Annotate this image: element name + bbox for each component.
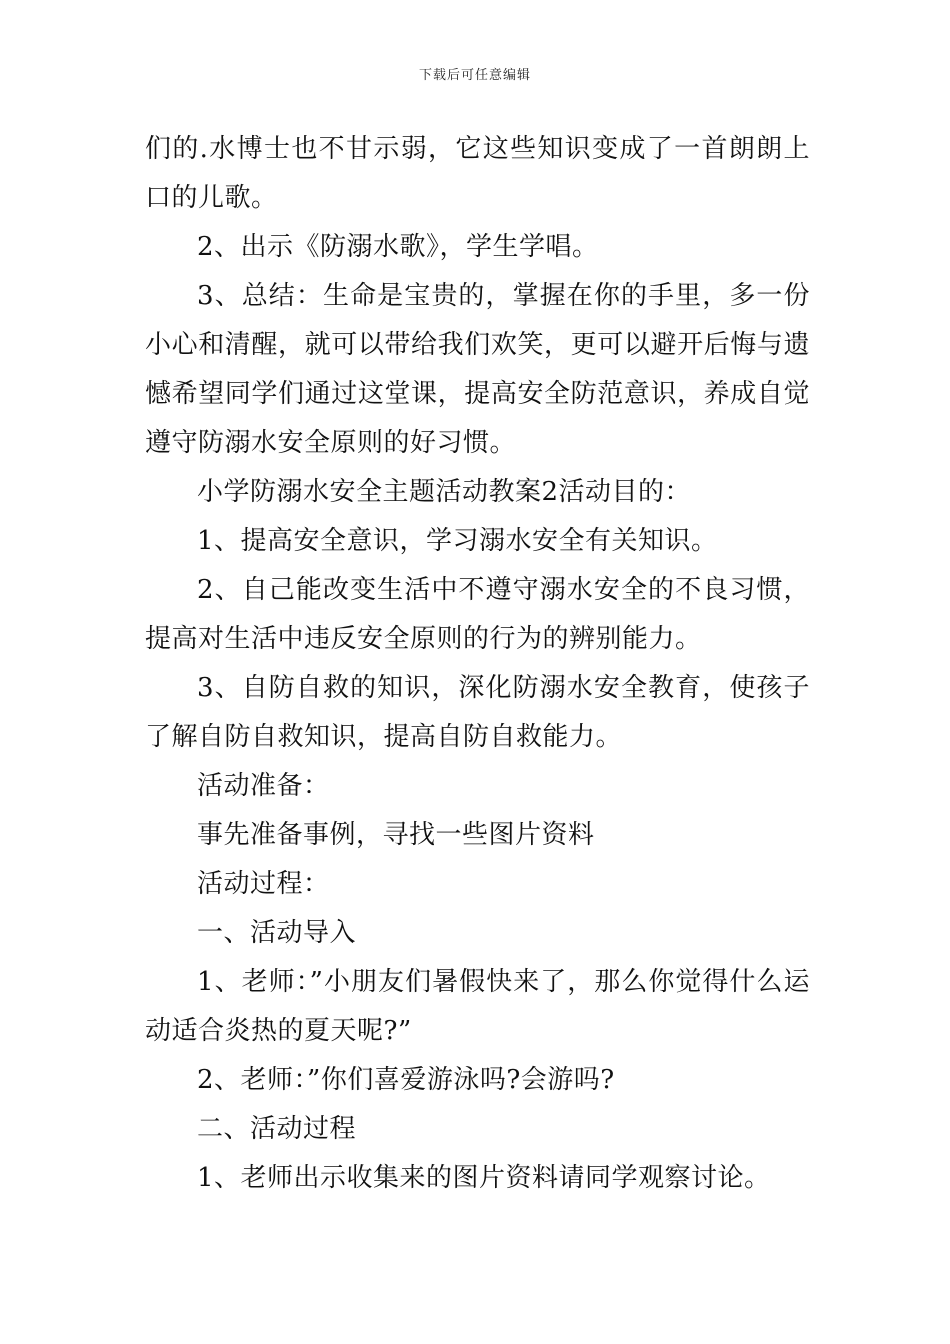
paragraph-goal-3: 3、自防自救的知识，深化防溺水安全教育，使孩子了解自防自救知识，提高自防自救能力。: [145, 673, 810, 752]
paragraph-process-step-1: 1、老师出示收集来的图片资料请同学观察讨论。: [197, 1163, 771, 1193]
paragraph-teacher-question-1: 1、老师：”小朋友们暑假快来了，那么你觉得什么运动适合炎热的夏天呢?”: [145, 967, 810, 1046]
paragraph-summary: 3、总结：生命是宝贵的，掌握在你的手里，多一份小心和清醒，就可以带给我们欢笑，更可以避开后悔与遗憾希望同学们通过这堂课，提高安全防范意识，养成自觉遵守防溺水安全原则的好习惯。: [145, 281, 810, 458]
paragraph-section-process: 二、活动过程: [197, 1114, 357, 1144]
paragraph-goal-1: 1、提高安全意识，学习溺水安全有关知识。: [197, 526, 718, 556]
paragraph-teacher-question-2: 2、老师：”你们喜爱游泳吗?会游吗?: [197, 1065, 615, 1095]
paragraph-song: 2、出示《防溺水歌》，学生学唱。: [197, 232, 599, 262]
paragraph-lesson-title: 小学防溺水安全主题活动教案2活动目的：: [197, 477, 692, 507]
paragraph-prep-heading: 活动准备：: [197, 771, 330, 801]
paragraph-continuation: 们的.水博士也不甘示弱，它这些知识变成了一首朗朗上口的儿歌。: [145, 134, 810, 213]
document-body: [145, 125, 810, 1203]
page-header-note: 下载后可任意编辑: [418, 68, 531, 83]
paragraph-prep-detail: 事先准备事例，寻找一些图片资料: [197, 820, 595, 850]
paragraph-process-heading: 活动过程：: [197, 869, 330, 899]
paragraph-goal-2: 2、自己能改变生活中不遵守溺水安全的不良习惯，提高对生活中违反安全原则的行为的辨别能力。: [145, 575, 810, 654]
paragraph-section-intro: 一、活动导入: [197, 918, 357, 948]
